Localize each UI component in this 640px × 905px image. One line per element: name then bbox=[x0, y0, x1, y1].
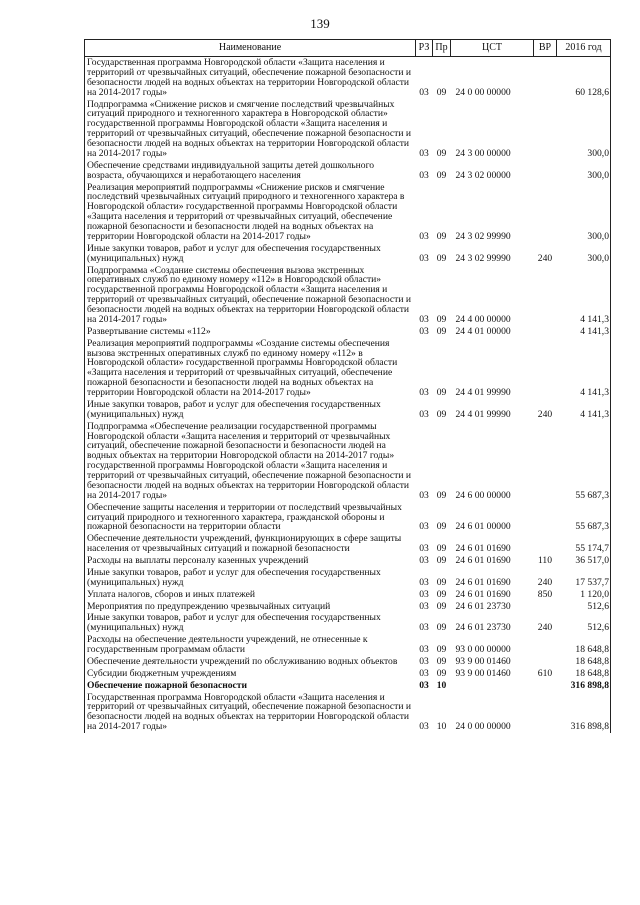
row-pr-code: 09 bbox=[436, 588, 447, 600]
row-rz-code: 03 bbox=[419, 147, 429, 159]
row-rz-code: 03 bbox=[419, 543, 429, 555]
row-amount: 36 517,0 bbox=[557, 555, 611, 567]
row-vr-code bbox=[534, 634, 557, 656]
row-amount: 18 648,8 bbox=[557, 634, 611, 656]
row-pr-code: 09 bbox=[436, 655, 447, 667]
row-name: Субсидии бюджетным учреждениям bbox=[85, 668, 416, 680]
row-amount: 55 687,3 bbox=[557, 421, 611, 502]
row-vr-code bbox=[534, 692, 557, 734]
table-row bbox=[85, 567, 611, 589]
row-vr-code: 850 bbox=[537, 588, 553, 600]
row-name: Реализация мероприятий подпрограммы «Создание системы обеспечения вызова экстренных оперативных служб по единому номеру «112» в Новгородской области» государственной программы Новгородской области «Защита населения и территорий от чрезвычайных ситуаций, обеспечение пожарной безопасности и безопасности людей на водных объектах на территории Новгородской области на 2014-2017 годы» bbox=[85, 338, 416, 399]
row-rz-code: 03 bbox=[419, 667, 429, 679]
row-name: Государственная программа Новгородской области «Защита населения и территорий от чрезвычайных ситуаций, обеспечение пожарной безопасности и безопасности людей на водных объектах на территории Новгородской области на 2014-2017 годы» bbox=[85, 692, 416, 734]
row-vr-code: 110 bbox=[537, 555, 553, 566]
row-rz-code: 03 bbox=[419, 555, 429, 566]
row-rz-code: 03 bbox=[419, 252, 429, 264]
row-cst-code: 24 4 01 99990 bbox=[455, 408, 511, 420]
row-name: Подпрограмма «Обеспечение реализации государственной программы Новгородской области «Защита населения и территорий от чрезвычайных ситуаций, обеспечение пожарной безопасности и безопасности людей на водных объектах на территории Новгородской области на 2014-2017 годы» государственной программы Новгородской области «Защита населения и территорий от чрезвычайных ситуаций, обеспечение пожарной безопасности и безопасности людей на водных объектах на территории Новгородской области на 2014-2017 годы» bbox=[85, 421, 416, 502]
row-vr-code: 240 bbox=[537, 622, 553, 634]
row-cst-code: 24 3 02 99990 bbox=[455, 252, 511, 264]
row-name: Подпрограмма «Снижение рисков и смягчение последствий чрезвычайных ситуаций природного и техногенного характера в Новгородской области» государственной программы Новгородской области «Защита населения и территорий от чрезвычайных ситуаций, обеспечение пожарной безопасности и безопасности людей на водных объектах на территории Новгородской области на 2014-2017 годы» bbox=[85, 99, 416, 160]
row-pr-code: 09 bbox=[436, 252, 447, 264]
column-header-rz: РЗ bbox=[416, 40, 433, 57]
row-amount: 300,0 bbox=[557, 243, 611, 265]
row-amount: 4 141,3 bbox=[557, 338, 611, 399]
row-vr-code: 240 bbox=[537, 576, 553, 588]
table-row bbox=[85, 338, 611, 399]
row-cst-code bbox=[451, 680, 534, 692]
row-cst-code: 24 0 00 00000 bbox=[455, 86, 511, 98]
row-cst-code: 24 3 02 00000 bbox=[455, 169, 511, 181]
table-row bbox=[85, 502, 611, 534]
row-pr-code: 09 bbox=[436, 325, 447, 337]
row-name: Мероприятия по предупреждению чрезвычайных ситуаций bbox=[85, 601, 416, 613]
row-cst-code: 24 3 00 00000 bbox=[455, 147, 511, 159]
row-amount: 18 648,8 bbox=[557, 656, 611, 668]
row-amount: 4 141,3 bbox=[557, 399, 611, 421]
row-name: Государственная программа Новгородской области «Защита населения и территорий от чрезвычайных ситуаций, обеспечение пожарной безопасности и безопасности людей на водных объектах на территории Новгородской области на 2014-2017 годы» bbox=[85, 57, 416, 99]
row-cst-code: 24 6 01 00000 bbox=[455, 521, 511, 533]
row-vr-code: 240 bbox=[537, 408, 553, 420]
row-rz-code: 03 bbox=[419, 521, 429, 533]
row-amount: 300,0 bbox=[557, 182, 611, 243]
row-cst-code: 24 4 01 99990 bbox=[455, 387, 511, 398]
row-vr-code bbox=[534, 601, 557, 613]
row-rz-code: 03 bbox=[419, 588, 429, 600]
row-vr-code bbox=[534, 680, 557, 692]
column-header-vr: ВР bbox=[534, 40, 557, 57]
row-pr-code: 09 bbox=[436, 555, 447, 566]
row-rz-code: 03 bbox=[419, 325, 429, 337]
row-rz-code: 03 bbox=[419, 576, 429, 588]
table-row bbox=[85, 601, 611, 613]
row-name: Реализация мероприятий подпрограммы «Снижение рисков и смягчение последствий чрезвычайных ситуаций природного и техногенного характера в Новгородской области» государственной программы Новгородской области «Защита населения и территорий от чрезвычайных ситуаций, обеспечение пожарной безопасности и безопасности людей на водных объектах на территории Новгородской области на 2014-2017 годы» bbox=[85, 182, 416, 243]
table-row bbox=[85, 182, 611, 243]
page-number: 139 bbox=[310, 16, 330, 31]
row-vr-code bbox=[534, 421, 557, 502]
row-amount: 512,6 bbox=[557, 601, 611, 613]
row-rz-code: 03 bbox=[419, 622, 429, 634]
table-row bbox=[85, 243, 611, 265]
row-vr-code bbox=[534, 326, 557, 338]
table-row bbox=[85, 399, 611, 421]
row-rz-code: 03 bbox=[419, 644, 429, 655]
row-amount: 55 687,3 bbox=[557, 502, 611, 534]
row-pr-code: 09 bbox=[436, 169, 447, 181]
row-rz-code: 03 bbox=[419, 230, 429, 242]
row-vr-code bbox=[534, 502, 557, 534]
row-name: Иные закупки товаров, работ и услуг для обеспечения государственных (муниципальных) нужд bbox=[85, 243, 416, 265]
row-rz-code: 03 bbox=[419, 655, 429, 667]
table-row bbox=[85, 634, 611, 656]
table-row bbox=[85, 265, 611, 326]
row-pr-code: 09 bbox=[436, 86, 447, 98]
column-header-cst: ЦСТ bbox=[451, 40, 534, 57]
row-rz-code: 03 bbox=[419, 721, 429, 733]
row-pr-code: 09 bbox=[436, 600, 447, 612]
row-pr-code: 09 bbox=[436, 147, 447, 159]
row-name: Обеспечение деятельности учреждений, функционирующих в сфере защиты населения от чрезвычайных ситуаций и пожарной безопасности bbox=[85, 533, 416, 555]
table-row bbox=[85, 99, 611, 160]
row-vr-code bbox=[534, 338, 557, 399]
row-vr-code bbox=[534, 265, 557, 326]
table-body bbox=[85, 57, 611, 734]
row-pr-code: 09 bbox=[436, 622, 447, 634]
row-cst-code: 24 4 01 00000 bbox=[455, 325, 511, 337]
row-cst-code: 24 6 01 23730 bbox=[455, 600, 511, 612]
row-pr-code: 10 bbox=[436, 721, 447, 733]
row-pr-code: 09 bbox=[436, 489, 447, 501]
row-name: Иные закупки товаров, работ и услуг для обеспечения государственных (муниципальных) нужд bbox=[85, 612, 416, 634]
row-name: Обеспечение пожарной безопасности bbox=[85, 680, 416, 692]
row-vr-code bbox=[534, 57, 557, 99]
table-row bbox=[85, 668, 611, 680]
row-name: Развертывание системы «112» bbox=[85, 326, 416, 338]
row-name: Обеспечение деятельности учреждений по обслуживанию водных объектов bbox=[85, 656, 416, 668]
row-pr-code: 10 bbox=[436, 679, 447, 691]
budget-table bbox=[84, 39, 611, 733]
row-name: Уплата налогов, сборов и иных платежей bbox=[85, 589, 416, 601]
row-rz-code: 03 bbox=[419, 86, 429, 98]
row-pr-code: 09 bbox=[436, 313, 447, 325]
row-amount: 300,0 bbox=[557, 160, 611, 182]
row-name: Расходы на выплаты персоналу казенных учреждений bbox=[85, 555, 416, 567]
row-rz-code: 03 bbox=[419, 169, 429, 181]
row-cst-code: 24 6 01 01690 bbox=[455, 588, 511, 600]
row-amount: 60 128,6 bbox=[557, 57, 611, 99]
table-header bbox=[85, 40, 611, 57]
row-name: Расходы на обеспечение деятельности учреждений, не отнесенные к государственным программам области bbox=[85, 634, 416, 656]
row-pr-code: 09 bbox=[436, 644, 447, 655]
table-row bbox=[85, 57, 611, 99]
column-header-name: Наименование bbox=[85, 40, 416, 57]
row-pr-code: 09 bbox=[436, 230, 447, 242]
table-row bbox=[85, 160, 611, 182]
table-row bbox=[85, 555, 611, 567]
row-rz-code: 03 bbox=[419, 489, 429, 501]
row-vr-code bbox=[534, 182, 557, 243]
row-name: Обеспечение защиты населения и территории от последствий чрезвычайных ситуаций природного и техногенного характера, гражданской обороны и пожарной безопасности на территории области bbox=[85, 502, 416, 534]
row-rz-code: 03 bbox=[419, 408, 429, 420]
table-row bbox=[85, 680, 611, 692]
row-amount: 316 898,8 bbox=[557, 680, 611, 692]
row-amount: 4 141,3 bbox=[557, 326, 611, 338]
row-name: Иные закупки товаров, работ и услуг для обеспечения государственных (муниципальных) нужд bbox=[85, 399, 416, 421]
row-cst-code: 24 6 01 23730 bbox=[455, 622, 511, 634]
row-rz-code: 03 bbox=[419, 600, 429, 612]
row-amount: 55 174,7 bbox=[557, 533, 611, 555]
row-cst-code: 24 6 01 01690 bbox=[455, 543, 511, 555]
column-header-amount: 2016 год bbox=[557, 40, 611, 57]
table-row bbox=[85, 533, 611, 555]
row-amount: 4 141,3 bbox=[557, 265, 611, 326]
row-name: Иные закупки товаров, работ и услуг для обеспечения государственных (муниципальных) нужд bbox=[85, 567, 416, 589]
table-row bbox=[85, 612, 611, 634]
row-vr-code bbox=[534, 656, 557, 668]
row-rz-code: 03 bbox=[419, 679, 429, 691]
row-cst-code: 24 6 01 01690 bbox=[455, 555, 511, 566]
row-cst-code: 24 4 00 00000 bbox=[455, 313, 511, 325]
row-cst-code: 24 6 01 01690 bbox=[455, 576, 511, 588]
row-cst-code: 24 6 00 00000 bbox=[455, 489, 511, 501]
row-vr-code bbox=[534, 99, 557, 160]
row-pr-code: 09 bbox=[436, 408, 447, 420]
row-vr-code: 240 bbox=[537, 252, 553, 264]
row-name: Подпрограмма «Создание системы обеспечения вызова экстренных оперативных служб по единому номеру «112» в Новгородской области» государственной программы Новгородской области «Защита населения и территорий от чрезвычайных ситуаций, обеспечение пожарной безопасности и безопасности людей на водных объектах на территории Новгородской области на 2014-2017 годы» bbox=[85, 265, 416, 326]
row-rz-code: 03 bbox=[419, 313, 429, 325]
row-vr-code bbox=[534, 533, 557, 555]
row-pr-code: 09 bbox=[436, 576, 447, 588]
table-row bbox=[85, 692, 611, 734]
row-amount: 316 898,8 bbox=[557, 692, 611, 734]
row-cst-code: 24 3 02 99990 bbox=[455, 230, 511, 242]
row-cst-code: 93 0 00 00000 bbox=[455, 644, 511, 655]
row-cst-code: 93 9 00 01460 bbox=[455, 667, 511, 679]
row-vr-code: 610 bbox=[537, 667, 553, 679]
row-pr-code: 09 bbox=[436, 543, 447, 555]
row-pr-code: 09 bbox=[436, 667, 447, 679]
column-header-pr: Пр bbox=[433, 40, 451, 57]
table-row bbox=[85, 589, 611, 601]
row-pr-code: 09 bbox=[436, 387, 447, 398]
row-name: Обеспечение средствами индивидуальной защиты детей дошкольного возраста, обучающихся и неработающего населения bbox=[85, 160, 416, 182]
row-vr-code bbox=[534, 160, 557, 182]
row-pr-code: 09 bbox=[436, 521, 447, 533]
row-amount: 1 120,0 bbox=[557, 589, 611, 601]
row-amount: 512,6 bbox=[557, 612, 611, 634]
row-rz-code: 03 bbox=[419, 387, 429, 398]
row-amount: 17 537,7 bbox=[557, 567, 611, 589]
row-cst-code: 24 0 00 00000 bbox=[455, 721, 511, 733]
row-cst-code: 93 9 00 01460 bbox=[455, 655, 511, 667]
row-amount: 18 648,8 bbox=[557, 668, 611, 680]
table-row bbox=[85, 656, 611, 668]
table-row bbox=[85, 326, 611, 338]
table-row bbox=[85, 421, 611, 502]
row-amount: 300,0 bbox=[557, 99, 611, 160]
